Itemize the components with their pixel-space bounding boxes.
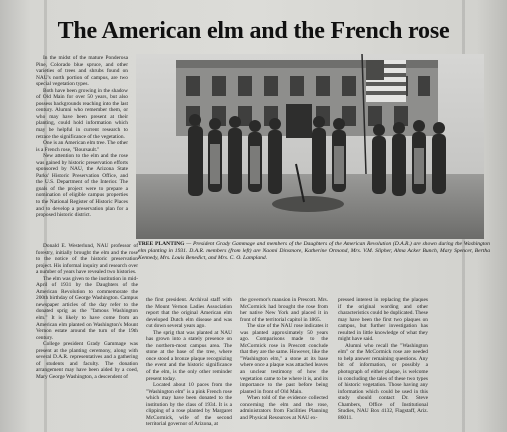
paragraph: pressed interest in replacing the plaques if the original wording and other characteristics could be duplicated. These may have been the first two plaques on campus, but further investigation has resulted in little knowledge of what they might have said.: [338, 297, 428, 343]
photo-caption: [138, 241, 490, 262]
tree-planting-photo: [136, 54, 484, 239]
photo-image: [136, 54, 484, 239]
column-1-continued: [36, 243, 138, 380]
paragraph: Donald E. Westerlund, NAU professor of forestry, initially brought the elm and the rose to the notice of the historic preservation project. His informal inquiry and research over a number of years have revealed two histories.: [36, 243, 138, 276]
paragraph: In the midst of the mature Ponderosa Pine, Colorado blue spruce, and other varieties of trees and shrubs found on NAU's north portion of campus, are two special vegetation types.: [36, 55, 128, 88]
paragraph: One is an American elm tree. The other is a French rose, "Boursault.": [36, 140, 128, 153]
headline: The American elm and the French rose: [57, 18, 450, 44]
column-1: [36, 55, 128, 219]
paragraph: The sprig that was planted at NAU has grown into a stately presence on the northern-most campus area. The stone at the base of the tree, where once stood a bronze plaque recognizing the event and the historic significance of the elm, is the only other reminder present today.: [146, 329, 232, 382]
column-3: [240, 297, 328, 421]
paragraph: When told of the evidence collected concerning the elm and the rose, administrators from Facilities Planning and Physical Resources at NAU ex-: [240, 395, 328, 421]
column-2: [146, 297, 232, 428]
paragraph: Located about 10 paces from the "Washington elm" is a pink French rose which may have been donated to the institution by the class of 1934. It is a clipping of a rose planted by Margaret McCormick, wife of the second territorial governor of Arizona, at: [146, 382, 232, 428]
paragraph: Both have been growing in the shadow of Old Main for over 50 years, but also possess backgrounds reaching into the last century. Alumni who remember them, or who may have been present at their planting, could hold information which may be helpful in current research to retrace the significance of the vegetation.: [36, 87, 128, 140]
paragraph: College president Grady Gammage was present at the planting ceremony, along with several D.A.R. representatives and a gathering of students and faculty. The donation arrangement may have been aided by a coed, Mary George Washington, a descendent of: [36, 341, 138, 380]
paragraph: Alumni who recall the "Washington elm" or the McCormick rose are needed to help answer remaining questions. Any bit of information, or possibly a photograph of either plaque, is welcome in concluding the tales of these two types of historic vegetation. Those having any information which could be used in this study should contact Dr. Steve Chambers, Office of Institutional Studies, NAU Box 4132, Flagstaff, Ariz. 86011.: [338, 342, 428, 421]
column-4: [338, 297, 428, 421]
paragraph: the first president. Archival staff with the Mount Vernon Ladies Association report that the original American elm developed Dutch elm disease and was cut down several years ago.: [146, 297, 232, 330]
paragraph: New attention to the elm and the rose was gained by historic preservation efforts sponsored by NAU, the Arizona State Parks' Historic Preservation Office, and the U.S. Department of the Interior. The goals of the project were to prepare a nomination of eligible campus properties to the National Register of Historic Places and to develop a preservation plan for a proposed historic district.: [36, 153, 128, 219]
paragraph: The size of the NAU rose indicates it was planted approximately 50 years ago. Comparisons made to the McCormick rose in Prescott conclude that they are the same. However, like the "Washington elm," a stone at its base where once a plaque was attached leaves an unclear testimony of how the vegetation came to be where it is, and its importance to the past before being planted in front of Old Main.: [240, 323, 329, 395]
caption-label: TREE PLANTING: [138, 241, 185, 247]
paragraph: the governor's mansion in Prescott. Mrs. McCormick had brought the rose from her native New York and placed it in front of the territorial capitol in 1865.: [240, 297, 328, 323]
caption-text: — President Grady Gammage and members of the Daughters of the American Revolution (D.A.R.) are shown during the Washington elm planting in 1931. D.A.R. members (from left) are Naomi Dinsmore, Katherine Ormond, Mrs. V.M. Slipher, Alma Acker Bunch, Mary Spencer, Bertha Kennedy, Mrs. Louis Benedict, and Mrs. C. O. Lampland.: [138, 241, 490, 261]
paragraph: The elm was given to the institution in mid-April of 1931 by the Daughters of the American Revolution to commemorate the 200th birthday of George Washington. Campus newspaper articles of the day refer to the donated sprig as the "famous Washington elm." It is likely to have come from an American elm planted on Washington's Mount Vernon estate around the turn of the 19th century.: [36, 275, 138, 341]
